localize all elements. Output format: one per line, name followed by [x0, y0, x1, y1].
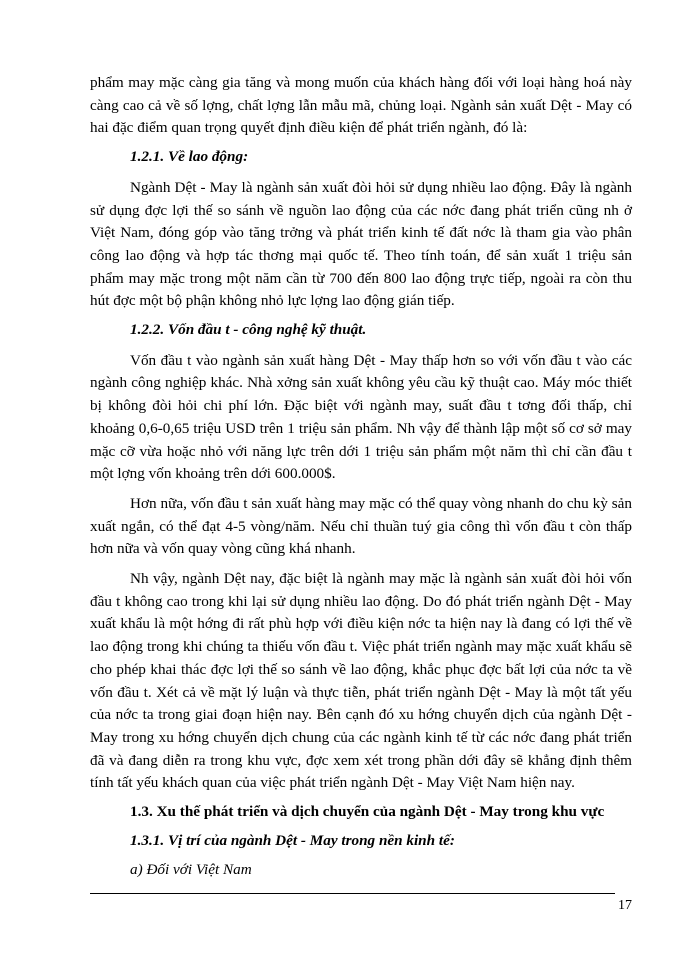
- paragraph-capital: Vốn đầu t vào ngành sản xuất hàng Dệt - May thấp hơn so với vốn đầu t vào các ngành công nghiệp khác. Nhà xởng sản xuất không yêu cầu kỹ thuật cao. Máy móc thiết bị không đòi hỏi chi phí lớn. Đặc biệt với ngành may, suất đầu t tơng đối thấp, chỉ khoảng 0,6-0,65 triệu USD trên 1 triệu sản phẩm. Nh vậy để thành lập một số cơ sở may mặc cỡ vừa hoặc nhỏ với năng lực trên dới 1 triệu sản phẩm một năm thì chỉ cần đầu t một lợng vốn khoảng trên dới 600.000$.: [90, 351, 632, 483]
- page-number: 17: [618, 898, 632, 913]
- heading-1-2-2: 1.2.2. Vốn đầu t - công nghệ kỹ thuật.: [130, 321, 367, 339]
- paragraph-turnover: Hơn nữa, vốn đầu t sản xuất hàng may mặc có thể quay vòng nhanh do chu kỳ sản xuất ngắn, có thể đạt 4-5 vòng/năm. Nếu chỉ thuần tuý gia công thì vốn đầu t còn thấp hơn nữa và vốn quay vòng cũng khá nhanh.: [90, 494, 632, 558]
- page-body: [90, 72, 632, 881]
- heading-1-3: 1.3. Xu thế phát triển và dịch chuyển của ngành Dệt - May trong khu vực: [130, 803, 605, 821]
- paragraph-conclusion: Nh vậy, ngành Dệt nay, đặc biệt là ngành may mặc là ngành sản xuất đòi hỏi vốn đầu t không cao trong khi lại sử dụng nhiều lao động. Do đó phát triển ngành Dệt - May xuất khẩu là một hớng đi rất phù hợp với điều kiện nớc ta hiện nay là đang có lợi thế về lao động trong khi chúng ta thiếu vốn đầu t. Việc phát triển ngành may mặc xuất khẩu sẽ cho phép khai thác đợc lợi thế so sánh về lao động, khắc phục đợc bất lợi của nớc ta về vốn đầu t. Xét cả về mặt lý luận và thực tiễn, phát triển ngành Dệt - May là một tất yếu của nớc ta trong giai đoạn hiện nay. Bên cạnh đó xu hớng chuyển dịch của ngành Dệt - May trong xu hớng chuyển dịch chung của các ngành kinh tế từ các nớc đang phát triển đã và đang diễn ra trong khu vực, đợc xem xét trong phần dới đây sẽ khẳng định thêm tính tất yếu khách quan của việc phát triển ngành Dệt - May Việt Nam hiện nay.: [90, 570, 632, 792]
- paragraph-intro: phẩm may mặc càng gia tăng và mong muốn của khách hàng đối với loại hàng hoá này càng cao cả về số lợng, chất lợng lẫn mẫu mã, chủng loại. Ngành sản xuất Dệt - May có hai đặc điểm quan trọng quyết định điều kiện để phát triển ngành, đó là:: [90, 74, 632, 137]
- paragraph-labor: Ngành Dệt - May là ngành sản xuất đòi hỏi sử dụng nhiều lao động. Đây là ngành sử dụng đợc lợi thế so sánh về nguồn lao động của các nớc đang phát triển cũng nh ở Việt Nam, đóng góp vào tăng trởng và phát triển kinh tế đất nớc là tham gia vào phân công lao động và hợp tác thơng mại quốc tế. Theo tính toán, để sản xuất 1 triệu sản phẩm may mặc trong một năm cần từ 700 đến 800 lao động trực tiếp, ngoài ra còn thu hút đợc một bộ phận không nhỏ lực lợng lao động gián tiếp.: [90, 178, 632, 310]
- heading-1-2-1: 1.2.1. Về lao động:: [130, 148, 249, 166]
- heading-1-3-1: 1.3.1. Vị trí của ngành Dệt - May trong nền kinh tế:: [130, 831, 455, 849]
- footer-divider: [90, 893, 615, 894]
- heading-1-3-1-a: a) Đối với Việt Nam: [130, 860, 252, 878]
